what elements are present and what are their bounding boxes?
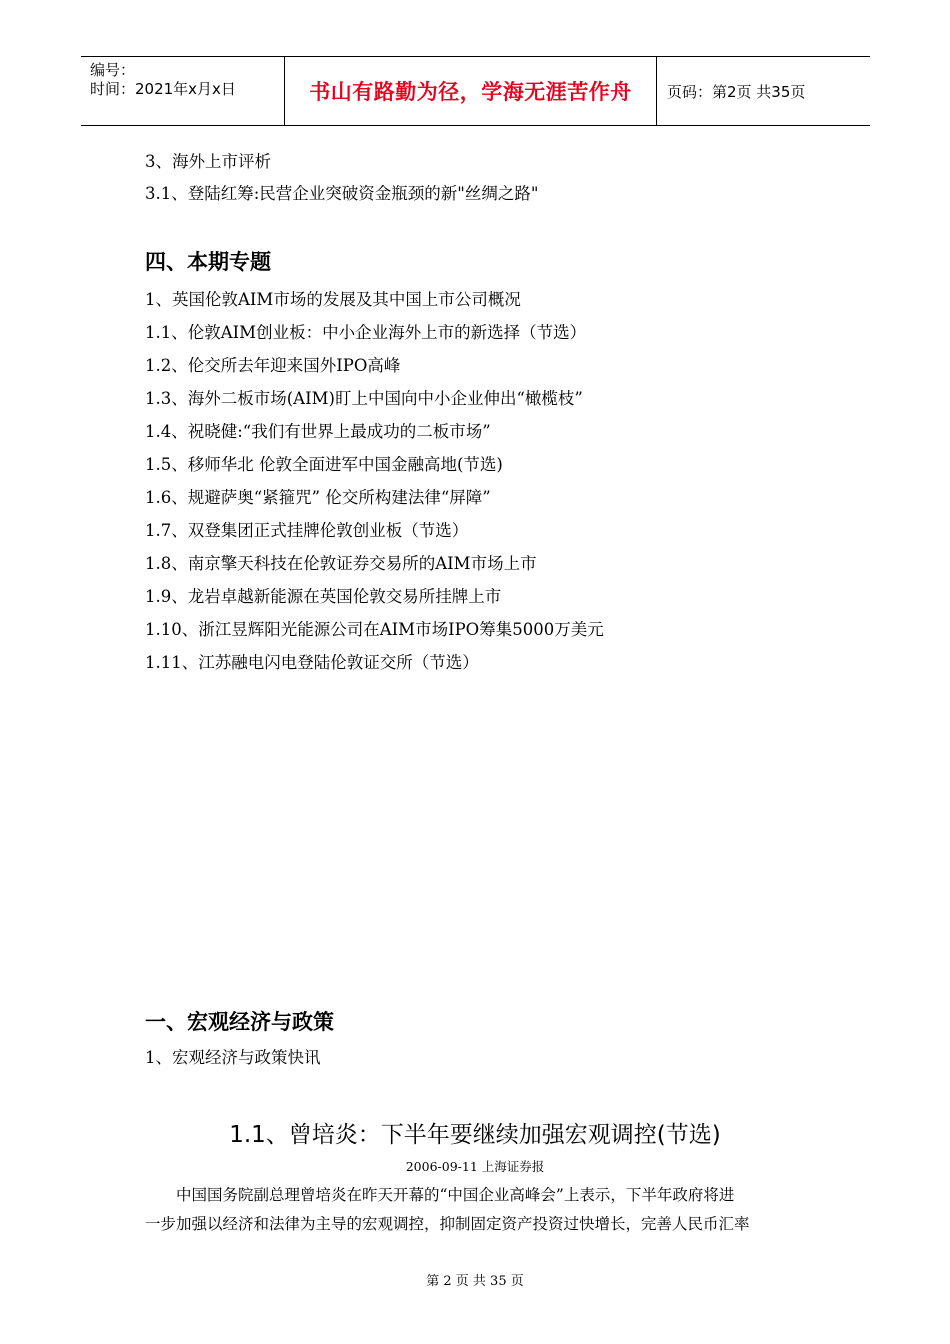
toc-item: 1.6、规避萨奥“紧箍咒” 伦交所构建法律“屏障”: [145, 488, 491, 507]
toc-item: 1.11、江苏融电闪电登陆伦敦证交所（节选）: [145, 653, 479, 672]
toc-item: 1.7、双登集团正式挂牌伦敦创业板（节选）: [145, 521, 469, 540]
toc-item: 1.5、移师华北 伦敦全面进军中国金融高地(节选): [145, 455, 503, 474]
toc-item: 1.2、伦交所去年迎来国外IPO高峰: [145, 356, 401, 375]
section-heading: 一、宏观经济与政策: [145, 1010, 334, 1034]
header-page-info: 页码：第2页 共35页: [667, 82, 806, 101]
toc-item: 1、英国伦敦AIM市场的发展及其中国上市公司概况: [145, 290, 521, 309]
article-body-line: 一步加强以经济和法律为主导的宏观调控，抑制固定资产投资过快增长，完善人民币汇率: [145, 1215, 750, 1233]
header-time-label: 时间：2021年x月x日: [90, 80, 236, 98]
toc-item: 3.1、登陆红筹:民营企业突破资金瓶颈的新"丝绸之路": [145, 184, 539, 203]
section-heading: 四、本期专题: [145, 250, 271, 274]
toc-item: 3、海外上市评析: [145, 152, 271, 171]
article-meta: 2006-09-11 上海证券报: [405, 1159, 545, 1174]
article-body-line: 中国国务院副总理曾培炎在昨天开幕的“中国企业高峰会”上表示，下半年政府将进: [176, 1186, 735, 1204]
toc-item: 1.3、海外二板市场(AIM)盯上中国向中小企业伸出“橄榄枝”: [145, 389, 583, 408]
toc-item: 1.8、南京擎天科技在伦敦证券交易所的AIM市场上市: [145, 554, 537, 573]
header-meta: [81, 57, 285, 125]
page-header: [81, 56, 870, 126]
header-motto: 书山有路勤为径，学海无涯苦作舟: [285, 57, 657, 125]
toc-item: 1.4、祝晓健:“我们有世界上最成功的二板市场”: [145, 422, 491, 441]
toc-item: 1、宏观经济与政策快讯: [145, 1048, 321, 1067]
header-number-label: 编号：: [90, 61, 136, 79]
toc-item: 1.10、浙江昱辉阳光能源公司在AIM市场IPO筹集5000万美元: [145, 620, 604, 639]
page-footer: 第 2 页 共 35 页: [426, 1274, 524, 1289]
toc-item: 1.9、龙岩卓越新能源在英国伦敦交易所挂牌上市: [145, 587, 502, 606]
toc-item: 1.1、伦敦AIM创业板：中小企业海外上市的新选择（节选）: [145, 323, 587, 342]
article-title: 1.1、曾培炎：下半年要继续加强宏观调控(节选): [229, 1122, 721, 1148]
